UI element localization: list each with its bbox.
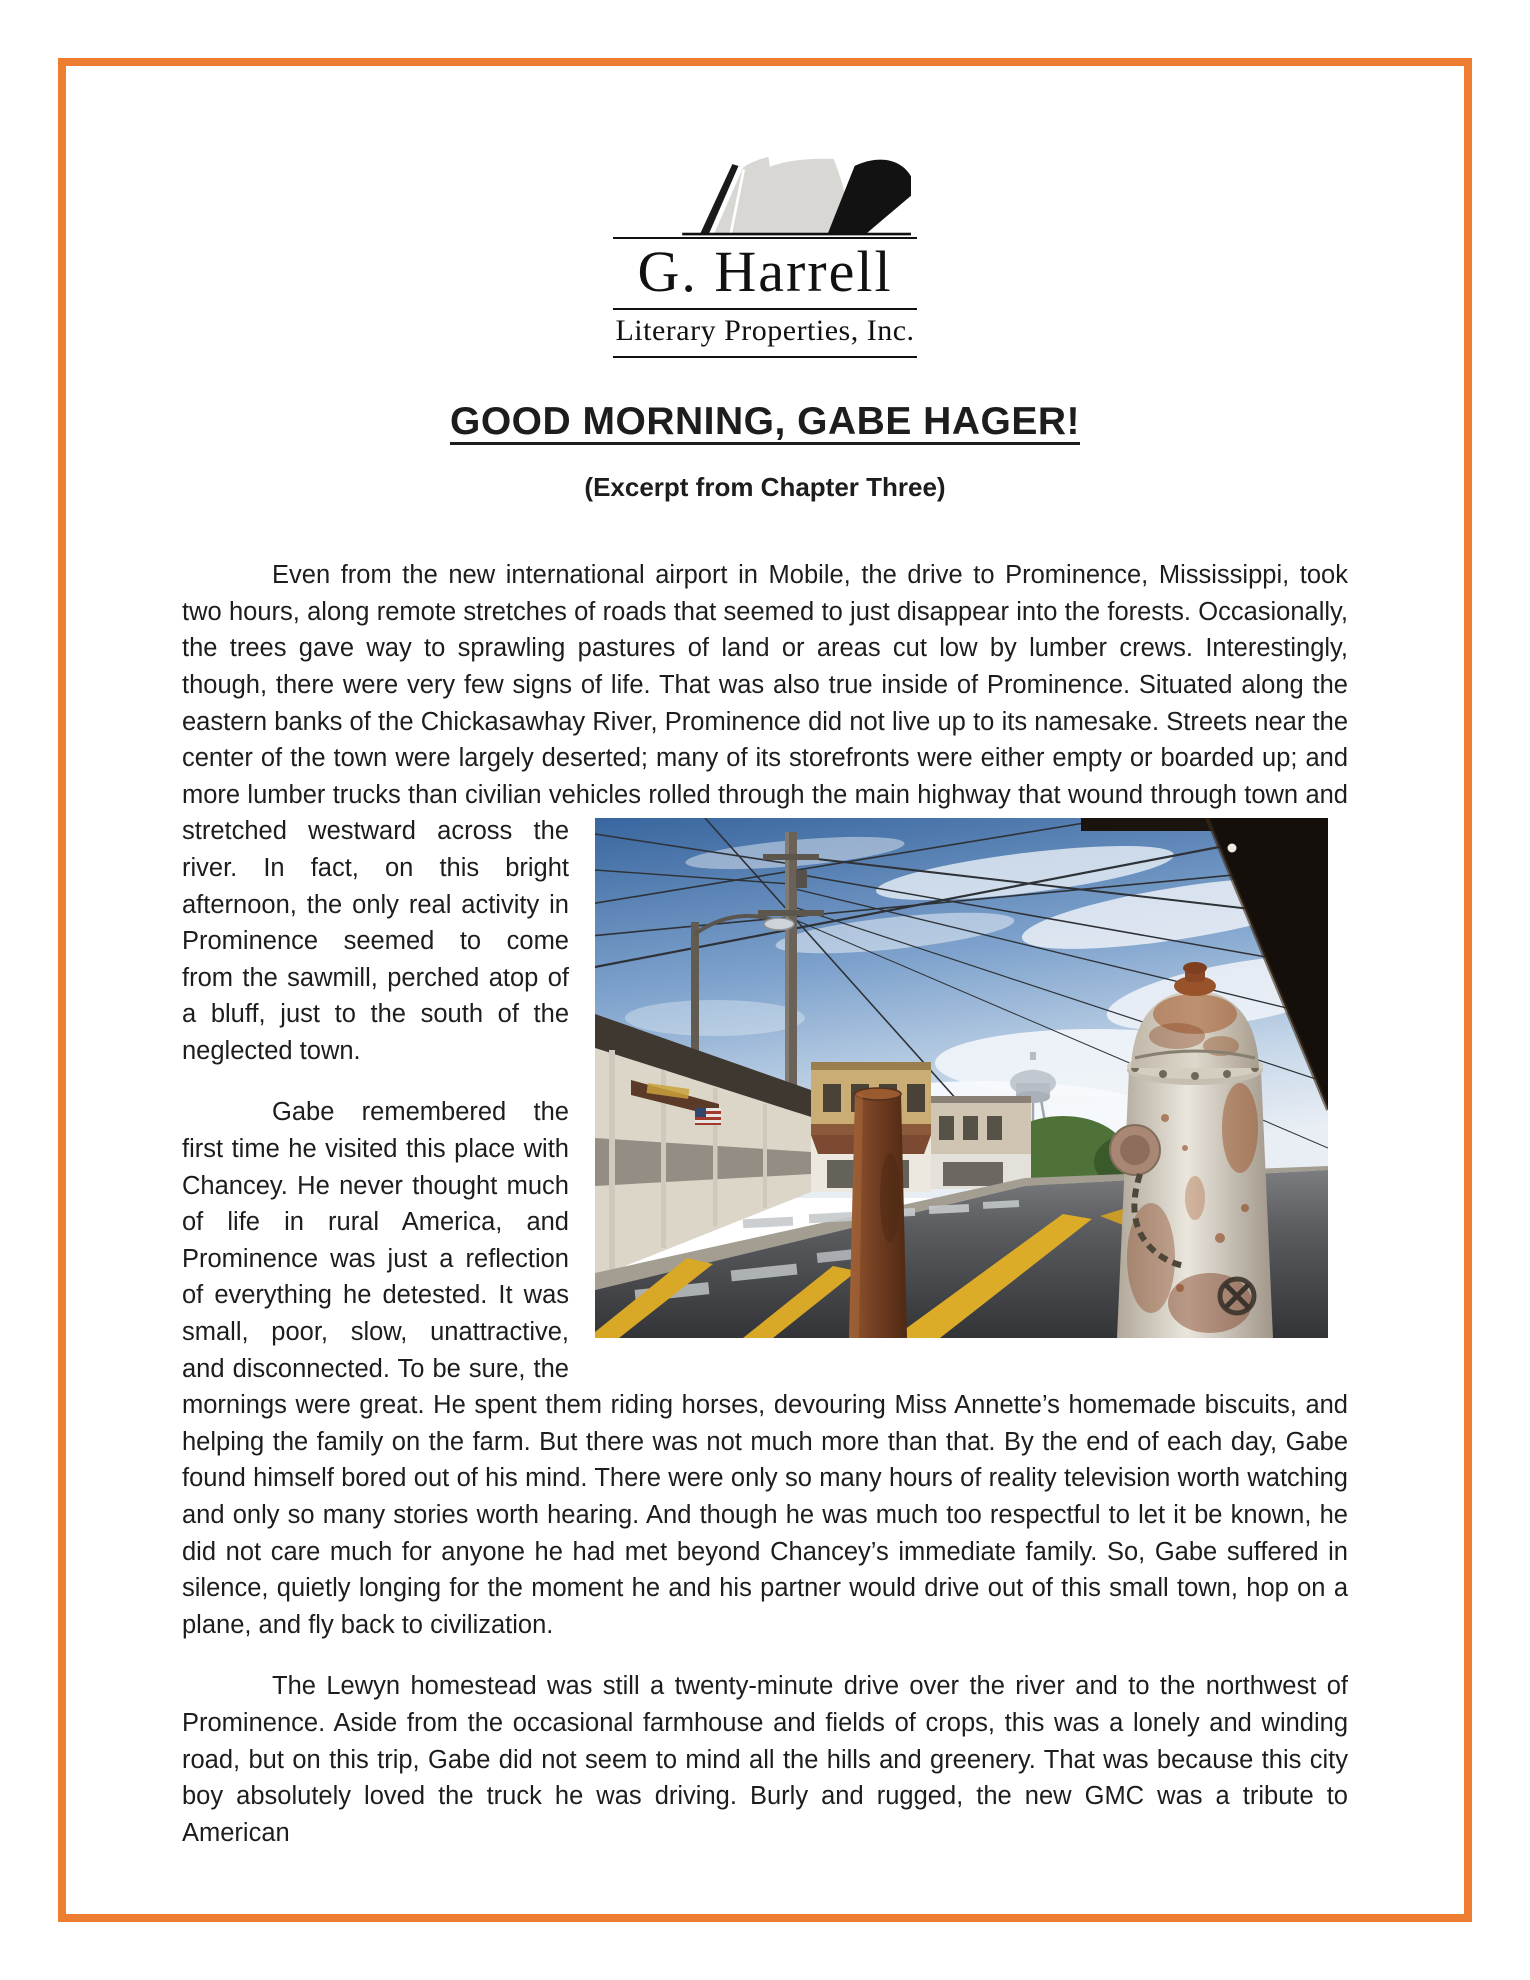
page-subtitle: (Excerpt from Chapter Three) <box>584 472 946 503</box>
logo-tagline: Literary Properties, Inc. <box>613 310 916 358</box>
logo-company-name: G. Harrell <box>613 237 916 310</box>
company-logo <box>182 150 1348 358</box>
page-title: GOOD MORNING, GABE HAGER! <box>449 400 1080 444</box>
body-text <box>182 557 1348 1851</box>
body-paragraph-1 <box>182 557 1348 1069</box>
embedded-street-photo <box>595 818 1328 1338</box>
body-paragraph-3: The Lewyn homestead was still a twenty-minute drive over the river and to the northwest of Prominence. Aside from the occasional farmhouse and fields of crops, this was a lonely and winding road, but on this trip, Gabe did not seem to mind all the hills and greenery. That was because this city boy absolutely loved the truck he was driving. Burly and rugged, the new GMC was a tribute to American <box>182 1672 1348 1847</box>
body-paragraph-2: Gabe remembered the first time he visited this place with Chancey. He never thought much of life in rural America, and Prominence was just a reflection of everything he detested. It was small, poor, slow, unattractive, and disconnected. To be sure, the mornings were great. He spent them riding horses, devouring Miss Annette’s homemade biscuits, and helping the family on the farm. But there was not much more than that. By the end of each day, Gabe found himself bored out of his mind. There were only so many hours of reality television worth watching and only so many stories worth hearing. And though he was much too respectful to let it be known, he did not care much for anyone he had met beyond Chancey’s immediate family. So, Gabe suffered in silence, quietly longing for the moment he and his partner would drive out of this small town, hop on a plane, and fly back to civilization. <box>182 1098 1348 1639</box>
town-street-photo-graphic <box>595 818 1328 1338</box>
paragraph-1-text-after-photo: across the river. In fact, on this bright afternoon, the only real activity in Prominence seemed to come from the sawmill, perched atop of a bluff, just to the south of the neglected town. <box>182 817 570 1065</box>
rusty-post <box>849 1088 907 1338</box>
page-content <box>182 0 1348 1876</box>
paragraph-1-text-before-photo: Even from the new international airport in Mobile, the drive to Prominence, Mississippi, took two hours, along remote stretches of roads that seemed to just disappear into the forests. Occasionally, the trees gave way to sprawling pastures of land or areas cut low by lumber crews. Interestingly, though, there were very few signs of life. That was also true inside of Prominence. Situated along the eastern banks of the Chickasawhay River, Prominence did not live up to its namesake. Streets near the center of the town were largely deserted; many of its storefronts were either empty or boarded up; and more lumber trucks than civilian vehicles rolled through the main highway that wound through town and stretched westward <box>182 561 1348 846</box>
open-book-icon <box>646 150 912 238</box>
